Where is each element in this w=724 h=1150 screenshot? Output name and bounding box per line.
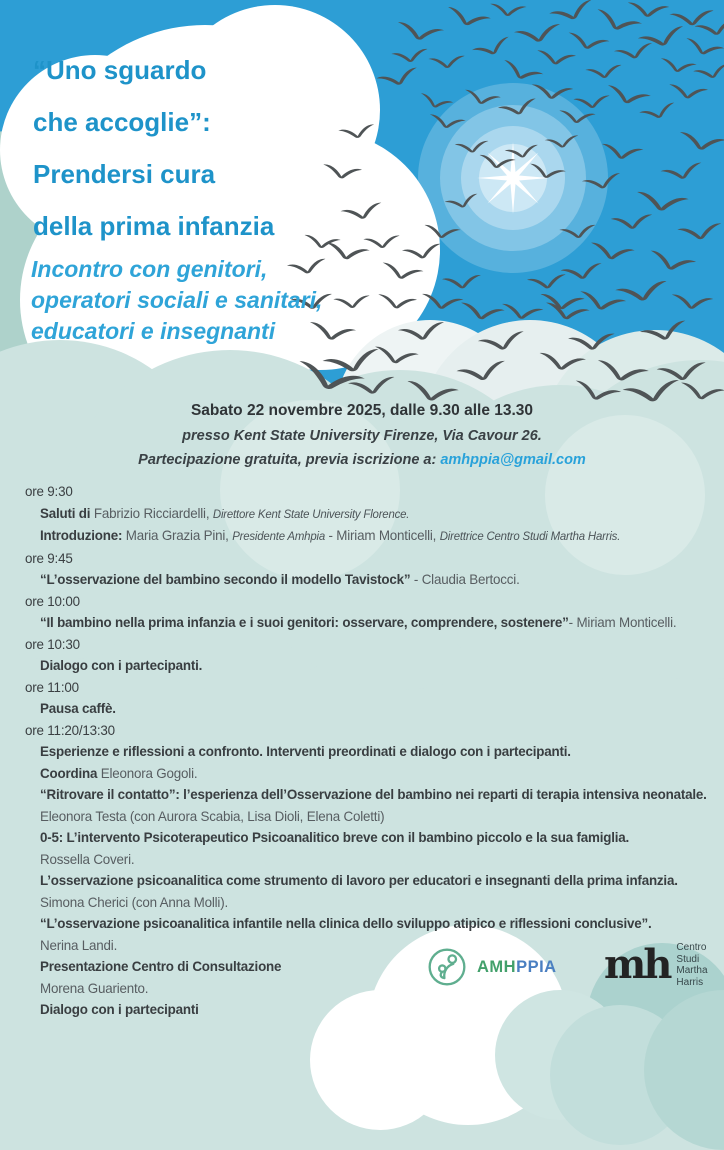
schedule-line: Pausa caffè. [40, 701, 116, 716]
schedule [0, 481, 724, 1021]
amhppia-logo [426, 946, 557, 988]
schedule-line: ore 10:00 [25, 593, 80, 609]
schedule-line: ore 11:00 [25, 679, 79, 695]
registration-text: Partecipazione gratuita, previa iscrizione a: [138, 452, 441, 468]
poster-subtitle [31, 254, 322, 347]
event-info [0, 398, 724, 472]
schedule-line: “L’osservazione del bambino secondo il modello Tavistock” - Claudia Bertocci. [40, 572, 520, 587]
email-link[interactable]: amhppia@gmail.com [440, 452, 586, 468]
schedule-line: Nerina Landi. [40, 937, 118, 953]
subtitle-line: educatori e insegnanti [31, 318, 276, 344]
schedule-line: Rossella Coveri. [40, 851, 135, 867]
schedule-line: ore 9:30 [25, 484, 73, 499]
schedule-line: Eleonora Testa (con Aurora Scabia, Lisa Dioli, Elena Coletti) [40, 808, 385, 824]
title-line: Prendersi cura [33, 159, 216, 189]
subtitle-line: Incontro con genitori, [31, 256, 268, 282]
event-date: Sabato 22 novembre 2025, dalle 9.30 alle 13.30 [190, 402, 534, 419]
schedule-line: 0-5: L’intervento Psicoterapeutico Psicoanalitico breve con il bambino piccolo e la sua famiglia. [40, 830, 630, 845]
schedule-line: Dialogo con i partecipanti. [40, 658, 203, 673]
schedule-line: ore 10:30 [25, 636, 80, 652]
event-venue: presso Kent State University Firenze, Via Cavour 26. [182, 428, 542, 444]
schedule-line: ore 9:45 [25, 550, 73, 566]
amhppia-wordmark-green: AMH [477, 957, 517, 976]
martha-harris-monogram: mh [604, 941, 670, 988]
subtitle-line: operatori sociali e sanitari, [31, 287, 323, 313]
schedule-line: L’osservazione psicoanalitica come strumento di lavoro per educatori e insegnanti della prima infanzia. [40, 873, 678, 888]
schedule-line: “Ritrovare il contatto”: l’esperienza dell’Osservazione del bambino nei reparti di terapia intensiva neonatale. [40, 787, 707, 802]
schedule-line: Morena Guariento. [40, 980, 149, 996]
martha-harris-label-line2: Martha Harris [676, 965, 708, 988]
schedule-line: Introduzione: Maria Grazia Pini, Presidente Amhpia - Miriam Monticelli, Direttrice Centro Studi Martha Harris. [40, 528, 621, 543]
schedule-line: Coordina Eleonora Gogoli. [40, 765, 198, 781]
martha-harris-label [676, 942, 724, 988]
martha-harris-label-line1: Centro Studi [676, 942, 707, 965]
martha-harris-logo [604, 942, 724, 988]
schedule-line: Simona Cherici (con Anna Molli). [40, 894, 229, 910]
title-line: “Uno sguardo [33, 55, 207, 85]
mother-and-child-circle-icon [426, 946, 468, 988]
schedule-line: Presentazione Centro di Consultazione [40, 959, 282, 974]
schedule-line: “Il bambino nella prima infanzia e i suoi genitori: osservare, comprendere, sostenere”- Miriam Monticelli. [40, 615, 677, 630]
event-registration [0, 448, 724, 472]
amhppia-wordmark [477, 958, 557, 977]
schedule-line: Dialogo con i partecipanti [40, 1002, 199, 1017]
title-line: che accoglie”: [33, 107, 211, 137]
poster-title [33, 44, 274, 252]
schedule-line: Saluti di Fabrizio Ricciardelli, Direttore Kent State University Florence. [40, 505, 410, 521]
title-line: della prima infanzia [33, 211, 275, 241]
schedule-line: Esperienze e riflessioni a confronto. Interventi preordinati e dialogo con i partecipanti. [40, 744, 571, 759]
amhppia-wordmark-blue: PPIA [516, 957, 557, 976]
schedule-line: “L’osservazione psicoanalitica infantile nella clinica dello sviluppo atipico e riflessioni conclusive”. [40, 916, 652, 931]
schedule-line: ore 11:20/13:30 [25, 722, 115, 738]
